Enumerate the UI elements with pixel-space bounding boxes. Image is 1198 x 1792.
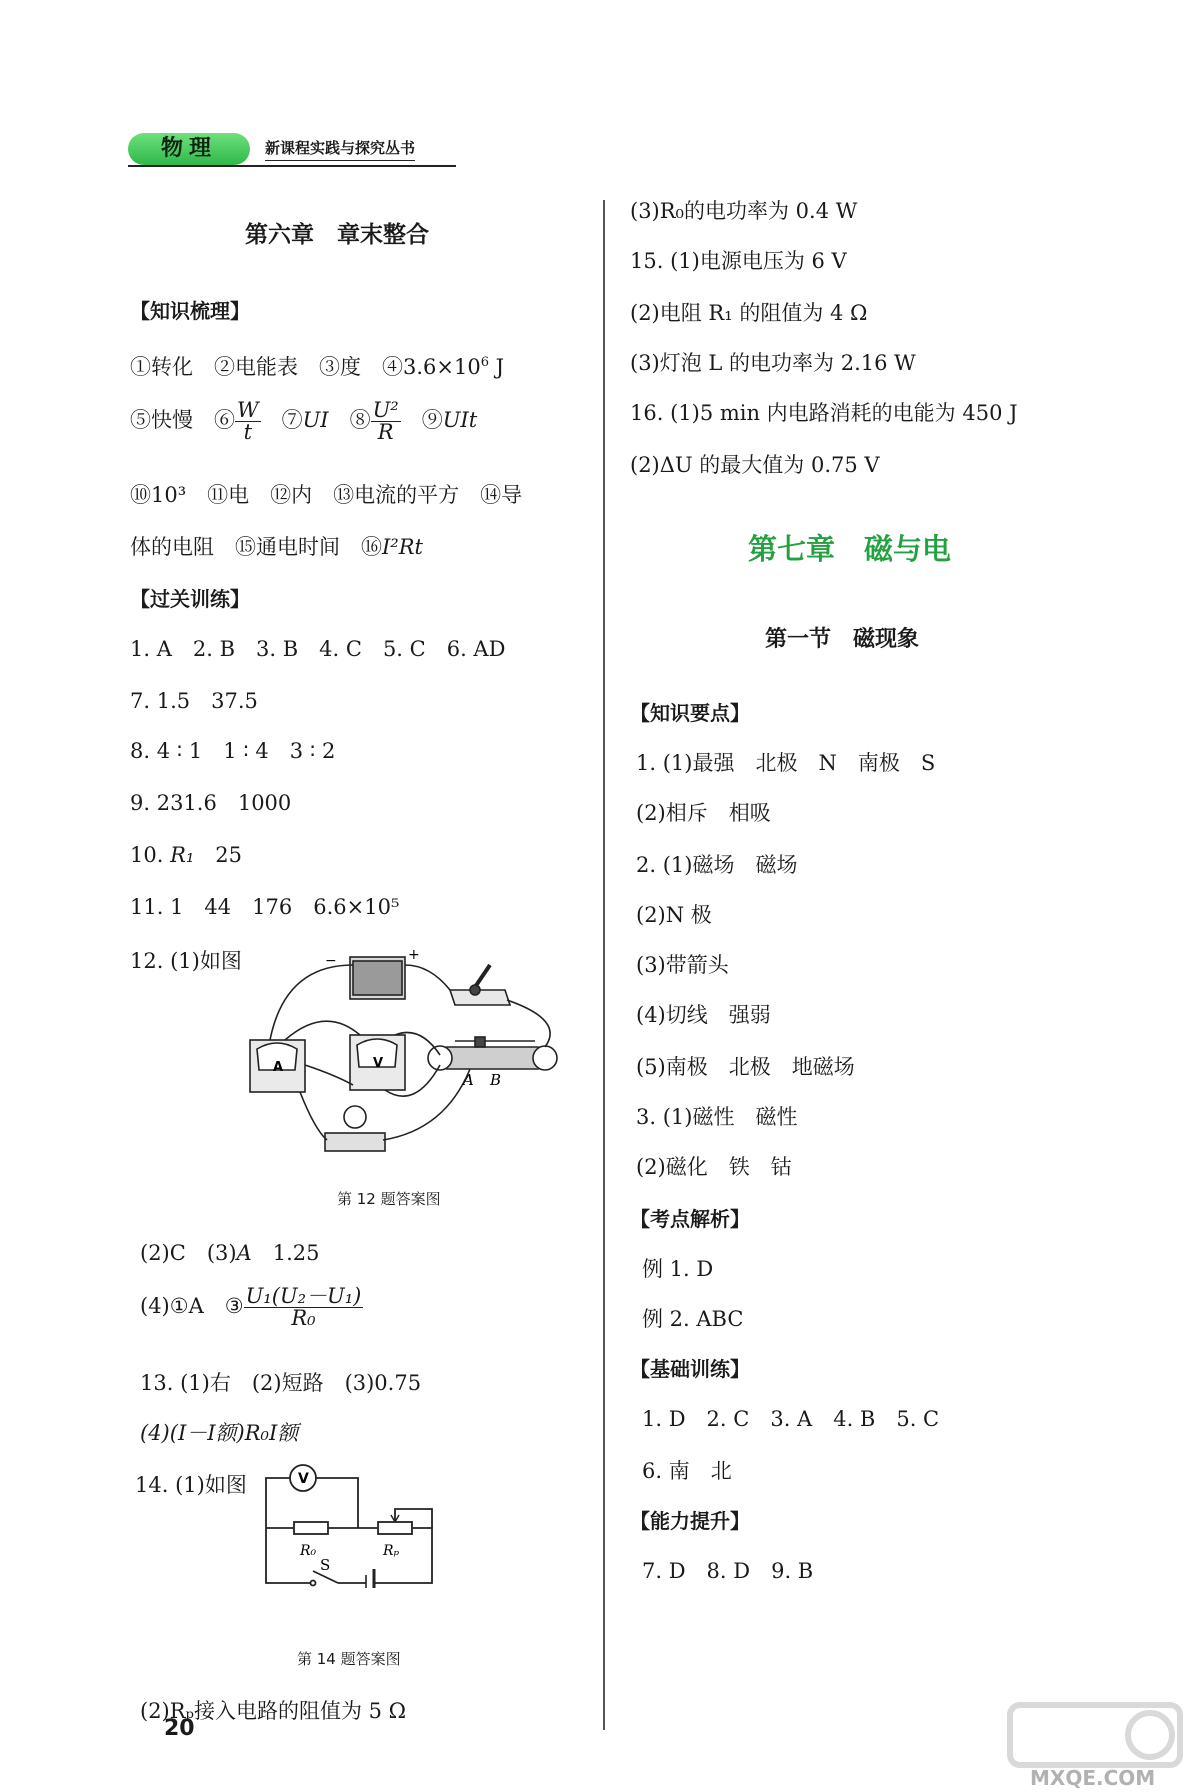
knowledge-line-3: ⑩10³ ⑪电 ⑫内 ⑬电流的平方 ⑭导 [130, 483, 523, 507]
figure-12-circuit [245, 945, 575, 1170]
subject-tab: 物理 [128, 133, 250, 165]
fig14-label-r0: R₀ [300, 1543, 317, 1559]
answer-15-2: (2)电阻 R₁ 的阻值为 4 Ω [630, 301, 868, 325]
point-2-3: (3)带箭头 [636, 953, 729, 977]
figure-12-caption: 第 12 题答案图 [337, 1190, 441, 1208]
basic-6: 6. 南 北 [642, 1459, 732, 1483]
answer-13-4: (4)(I－I额)R₀I额 [140, 1421, 299, 1445]
basic-1-5: 1. D 2. C 3. A 4. B 5. C [642, 1407, 940, 1431]
answer-13: 13. (1)右 (2)短路 (3)0.75 [140, 1371, 422, 1395]
answer-12: 12. (1)如图 [130, 949, 242, 973]
answer-14: 14. (1)如图 [135, 1473, 247, 1497]
answer-14-2: (2)Rₚ接入电路的阻值为 5 Ω [140, 1699, 407, 1723]
basic-tag: 【基础训练】 [630, 1357, 750, 1381]
practice-tag: 【过关训练】 [130, 587, 250, 611]
points-tag: 【知识要点】 [630, 701, 750, 725]
chapter-7-title: 第七章 磁与电 [748, 532, 952, 566]
point-1-2: (2)相斥 相吸 [636, 801, 771, 825]
figure-14-caption: 第 14 题答案图 [297, 1650, 401, 1668]
ability-tag: 【能力提升】 [630, 1509, 750, 1533]
svg-text:V: V [373, 1056, 384, 1071]
series-title: 新课程实践与探究丛书 [265, 137, 415, 161]
answer-12-4: (4)①A ③ $\frac{\text{U₁(U₂－U₁)}}{\text{R₀}}$ [140, 1284, 362, 1330]
point-2-2: (2)N 极 [636, 903, 712, 927]
answer-9: 9. 231.6 1000 [130, 791, 292, 815]
figure-14-circuit [258, 1463, 448, 1588]
fig12-label-b: B [490, 1071, 502, 1089]
fraction-answer-12-4: $\frac{\text{U₁(U₂－U₁)}}{\text{R₀}}$ [245, 1284, 362, 1330]
knowledge-line-4: 体的电阻 ⑮通电时间 ⑯I²Rt [130, 535, 423, 559]
point-2-5: (5)南极 北极 地磁场 [636, 1055, 855, 1079]
chapter-title: 第六章 章末整合 [245, 222, 429, 248]
knowledge-line-1: ①转化 ②电能表 ③度 $④3.6\times 10^6$ J [130, 355, 505, 379]
section-1-title: 第一节 磁现象 [765, 627, 920, 652]
answer-11: 11. 1 44 176 6.6×10⁵ [130, 895, 400, 919]
answer-7: 7. 1.5 37.5 [130, 689, 258, 713]
fraction-u2-r: $\frac{\text{U²}}{R}$ [372, 398, 399, 444]
svg-text:−: − [325, 953, 337, 969]
fig14-label-v: V [298, 1471, 309, 1487]
answer-1-6: 1. A 2. B 3. B 4. C 5. C 6. AD [130, 637, 506, 661]
ability-7-9: 7. D 8. D 9. B [642, 1559, 814, 1583]
fig14-label-rp: Rₚ [383, 1543, 400, 1559]
analysis-tag: 【考点解析】 [630, 1207, 750, 1231]
fraction-w-t: $\frac{W}{t}$ [237, 398, 259, 444]
answer-8: 8. 4 ∶ 1 1 ∶ 4 3 ∶ 2 [130, 739, 336, 763]
example-2: 例 2. ABC [642, 1307, 744, 1331]
example-1: 例 1. D [642, 1257, 714, 1281]
point-3: 3. (1)磁性 磁性 [636, 1105, 798, 1129]
answer-16-1: 16. (1)5 min 内电路消耗的电能为 450 J [630, 401, 1018, 425]
point-2-4: (4)切线 强弱 [636, 1003, 771, 1027]
answer-15-3: (3)灯泡 L 的电功率为 2.16 W [630, 351, 916, 375]
point-3-2: (2)磁化 铁 钴 [636, 1155, 792, 1179]
answer-14-3: (3)R₀的电功率为 0.4 W [630, 199, 858, 223]
answer-12-2: (2)C (3)A 1.25 [140, 1241, 320, 1265]
fig14-label-s: S [320, 1556, 331, 1574]
svg-text:A: A [273, 1060, 284, 1075]
answer-15-1: 15. (1)电源电压为 6 V [630, 249, 847, 273]
fig12-label-a: A [463, 1071, 474, 1089]
answer-10: 10. R₁ 25 [130, 843, 243, 867]
answer-16-2: (2)ΔU 的最大值为 0.75 V [630, 453, 880, 477]
knowledge-line-2: ⑤快慢 ⑥ $\frac{W}{t}$ ⑦UI ⑧ $\frac{\text{U²}}{R}$ ⑨UIt [130, 398, 478, 444]
knowledge-tag: 【知识梳理】 [130, 299, 250, 323]
svg-text:+: + [408, 947, 420, 963]
page-number: 20 [164, 1716, 195, 1741]
column-divider [603, 200, 605, 1730]
point-2: 2. (1)磁场 磁场 [636, 853, 798, 877]
watermark-text: MXQE.COM [1030, 1766, 1156, 1790]
point-1: 1. (1)最强 北极 N 南极 S [636, 751, 936, 775]
header-rule [128, 165, 456, 167]
